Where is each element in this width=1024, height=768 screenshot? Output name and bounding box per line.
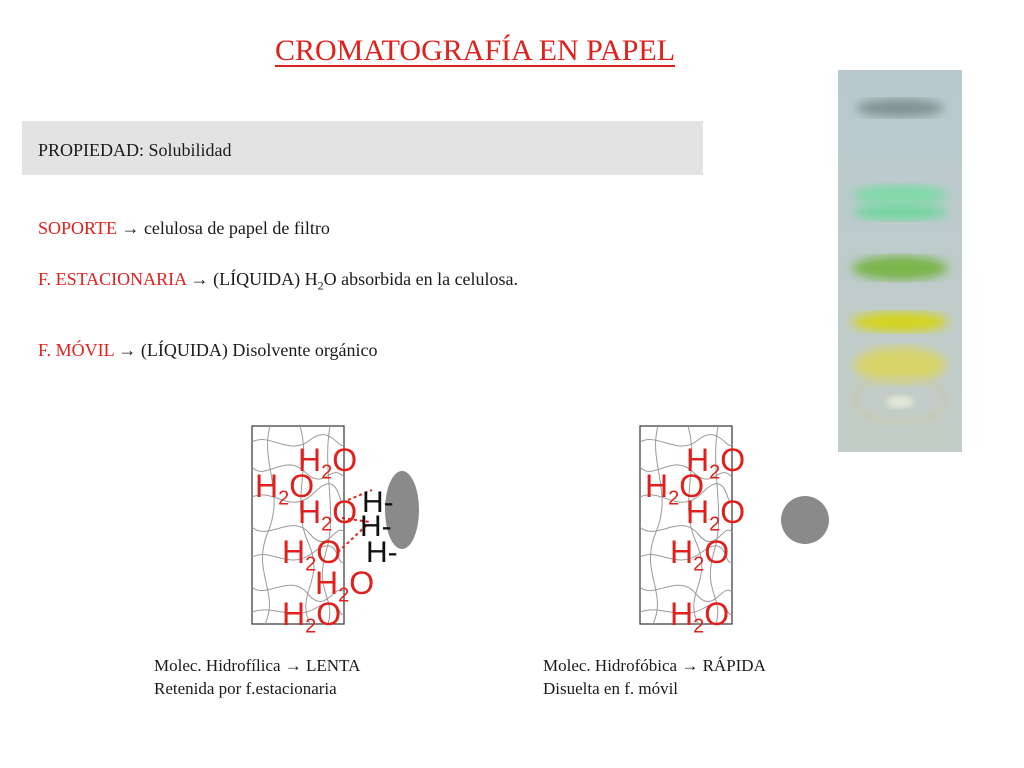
stationary-pre: (LÍQUIDA) H [213, 269, 318, 289]
water-molecule: $H_2O$ [670, 596, 730, 638]
water-molecule: $H_2O$ [282, 596, 342, 638]
stationary-sub: 2 [317, 278, 324, 293]
water-molecule: $H_2O$ [298, 494, 358, 536]
caption-hydrophilic-line2: Retenida por f.estacionaria [154, 679, 337, 698]
support-line [38, 218, 330, 239]
water-molecule: $H_2O$ [255, 468, 315, 510]
hbond-label: H- [366, 536, 398, 569]
water-molecule: $H_2O$ [670, 534, 730, 576]
caption-hydrophobic-tail: RÁPIDA [702, 656, 766, 675]
caption-hydrophilic [154, 654, 360, 700]
caption-hydrophobic-line1: Molec. Hidrofóbica [543, 656, 678, 675]
mobile-value: (LÍQUIDA) Disolvente orgánico [140, 340, 378, 360]
arrow-icon: → [284, 656, 302, 675]
caption-hydrophilic-line1: Molec. Hidrofílica [154, 656, 281, 675]
water-molecule: $H_2O$ [645, 468, 705, 510]
water-molecule: $H_2O$ [282, 534, 342, 576]
stationary-post: O absorbida en la celulosa. [323, 269, 519, 289]
property-text: PROPIEDAD: Solubilidad [38, 140, 232, 160]
caption-hydrophobic-line2: Disuelta en f. móvil [543, 679, 679, 698]
support-label: SOPORTE [38, 218, 117, 238]
mobile-line [38, 340, 378, 361]
water-molecule: $H_2O$ [686, 442, 746, 484]
arrow-icon: → [121, 218, 140, 238]
caption-hydrophilic-tail: LENTA [306, 656, 361, 675]
page-title: CROMATOGRAFÍA EN PAPEL [274, 34, 676, 67]
support-value: celulosa de papel de filtro [143, 218, 330, 238]
chromatography-strip-image [838, 70, 962, 452]
water-molecule: $H_2O$ [686, 494, 746, 536]
hbond-label: H- [362, 486, 394, 519]
stationary-line [38, 269, 518, 294]
arrow-icon: → [190, 269, 209, 289]
water-molecule: $H_2O$ [315, 565, 375, 607]
arrow-icon: → [681, 656, 699, 675]
hbond-label: H- [360, 510, 392, 543]
caption-hydrophobic [543, 654, 766, 700]
arrow-icon: → [118, 340, 137, 360]
hydrophobic-molecule [781, 496, 829, 544]
hydrophilic-diagram [230, 422, 590, 642]
water-molecule: $H_2O$ [298, 442, 358, 484]
hydrophobic-diagram [618, 422, 978, 642]
mobile-label: F. MÓVIL [38, 340, 114, 360]
stationary-label: F. ESTACIONARIA [38, 269, 187, 289]
